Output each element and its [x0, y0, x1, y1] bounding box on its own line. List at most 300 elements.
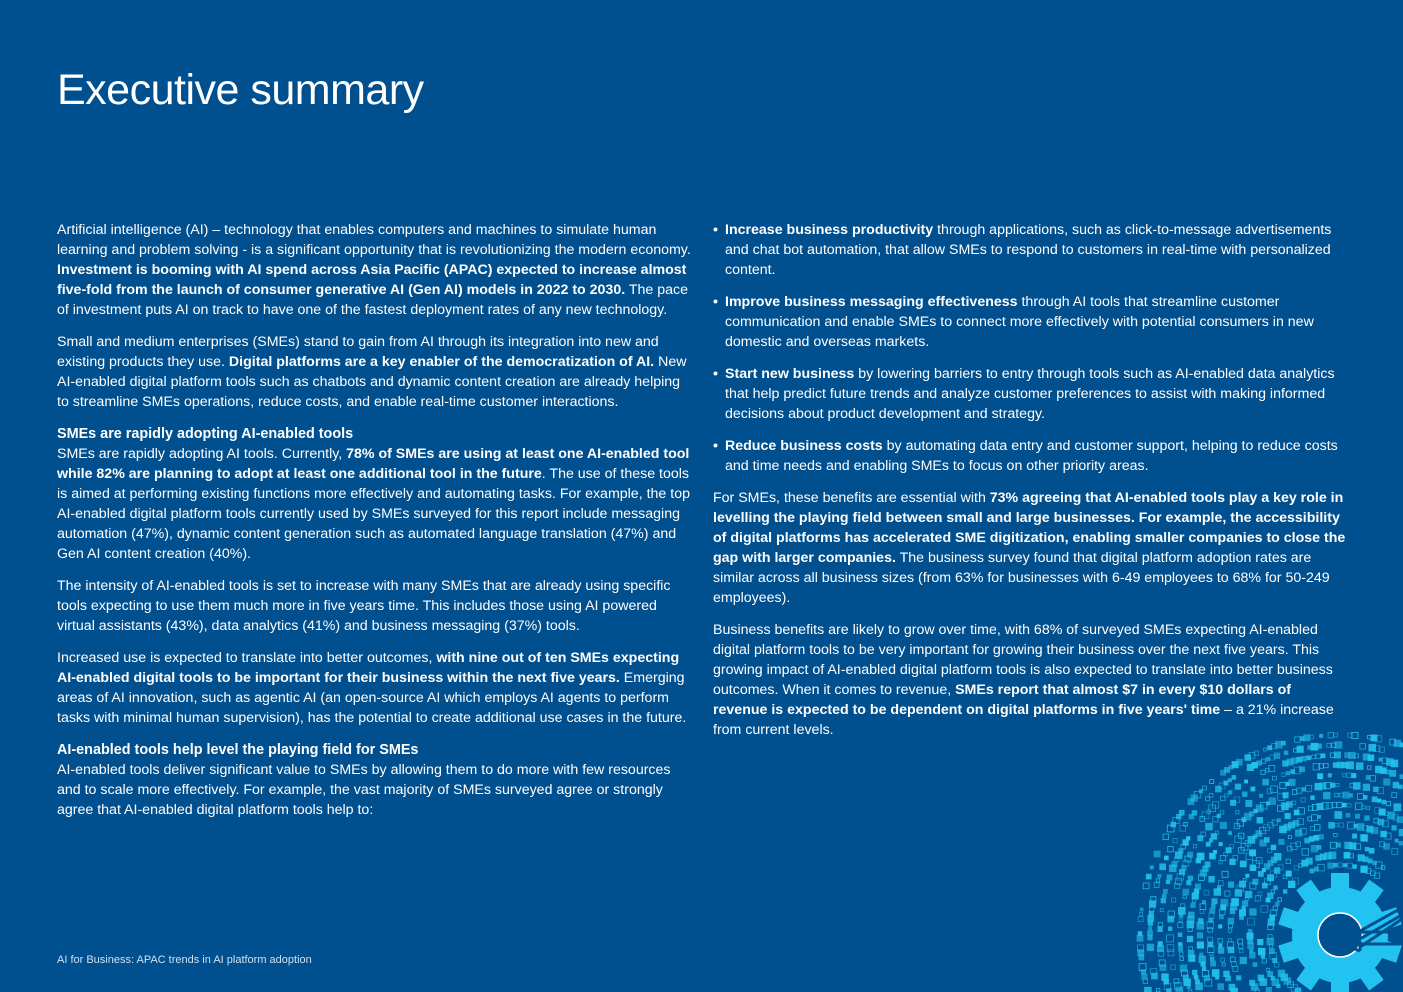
- pixel-block: [1204, 890, 1209, 895]
- pixel-block: [1235, 890, 1242, 897]
- pixel-block: [1178, 923, 1183, 928]
- pixel-block: [1228, 791, 1231, 794]
- pixel-block: [1280, 783, 1286, 789]
- pixel-block: [1321, 754, 1325, 758]
- pixel-block: [1381, 831, 1387, 837]
- pixel-block: [1314, 825, 1320, 831]
- pixel-block: [1228, 924, 1232, 928]
- pixel-block: [1228, 882, 1233, 887]
- pixel-block: [1277, 819, 1280, 822]
- pixel-block: [1279, 839, 1284, 844]
- pixel-block: [1269, 798, 1276, 805]
- pixel-block: [1390, 770, 1396, 776]
- pixel-block: [1178, 943, 1182, 947]
- pixel-block: [1283, 793, 1288, 798]
- pixel-block: [1335, 742, 1342, 749]
- pixel-block: [1324, 763, 1328, 767]
- pixel-block: [1274, 853, 1281, 860]
- pixel-block: [1334, 752, 1340, 758]
- pixel-block: [1249, 811, 1254, 816]
- pixel-block: [1274, 868, 1280, 874]
- pixel-block: [1232, 962, 1237, 967]
- pixel-block: [1399, 841, 1403, 845]
- pixel-block: [1143, 883, 1149, 889]
- intensity-paragraph: The intensity of AI-enabled tools is set to increase with many SMEs that are already using specific tools expecting to use them much more in five years time. This includes those using AI powered virtual assistants (43%), data analytics (41%) and business messaging (37%) tools.: [57, 578, 671, 634]
- pixel-block: [1171, 965, 1176, 970]
- pixel-block: [1228, 918, 1234, 924]
- benefit-list: [713, 220, 1348, 476]
- text-run: SMEs are rapidly adopting AI tools. Currently,: [57, 446, 347, 462]
- pixel-block: [1209, 913, 1214, 918]
- pixel-block: [1293, 820, 1299, 826]
- pixel-block: [1245, 891, 1252, 898]
- section-heading-adoption: SMEs are rapidly adopting AI-enabled tools: [57, 426, 354, 442]
- pixel-block: [1220, 822, 1226, 828]
- pixel-block: [1384, 844, 1390, 850]
- pixel-block: [1361, 835, 1368, 842]
- pixel-block: [1301, 798, 1305, 802]
- pixel-block: [1202, 967, 1205, 970]
- pixel-block: [1328, 863, 1334, 869]
- pixel-block: [1186, 837, 1189, 840]
- pixel-block: [1335, 823, 1338, 826]
- pixel-block: [1365, 816, 1370, 821]
- text-run: – a 21% increase from current levels.: [713, 702, 1334, 738]
- pixel-block: [1324, 792, 1331, 799]
- pixel-block: [1220, 796, 1225, 801]
- pixel-block: [1168, 916, 1174, 922]
- text-run: The pace of investment puts AI on track to have one of the fastest deployment rates of any new technology.: [57, 282, 688, 318]
- pixel-block: [1267, 789, 1272, 794]
- pixel-block: [1372, 797, 1377, 802]
- pixel-block: [1261, 759, 1265, 763]
- pixel-block: [1242, 901, 1247, 906]
- pixel-block: [1241, 843, 1248, 850]
- pixel-block: [1344, 852, 1350, 858]
- pixel-block: [1311, 845, 1318, 852]
- pixel-block: [1193, 970, 1198, 975]
- pixel-block: [1213, 850, 1216, 853]
- pixel-block: [1210, 953, 1213, 956]
- pixel-block: [1211, 904, 1215, 908]
- pixel-block: [1255, 896, 1260, 901]
- pixel-block: [1166, 880, 1170, 884]
- pixel-block: [1266, 987, 1271, 992]
- section-heading-playing-field: AI-enabled tools help level the playing field for SMEs: [57, 742, 419, 758]
- pixel-block: [1339, 823, 1343, 827]
- pixel-block: [1247, 933, 1253, 939]
- pixel-block: [1310, 869, 1314, 873]
- pixel-block: [1208, 942, 1213, 947]
- pixel-block: [1160, 909, 1163, 912]
- pixel-block: [1194, 975, 1198, 979]
- pixel-block: [1197, 942, 1203, 948]
- pixel-block: [1287, 802, 1293, 808]
- pixel-block: [1289, 779, 1295, 785]
- text-run: The business survey found that digital platform adoption rates are similar across all business sizes (from 63% for businesses with 6-49 employees to 68% for 50-249 employees).: [713, 550, 1330, 606]
- pixel-block: [1268, 746, 1272, 750]
- pixel-block: [1266, 757, 1270, 761]
- pixel-block: [1257, 817, 1263, 823]
- pixel-block: [1191, 903, 1196, 908]
- text-run: Artificial intelligence (AI) – technology that enables computers and machines to simulate human learning and problem solving - is a significant opportunity that is revolutionizing the modern economy.: [57, 222, 691, 258]
- pixel-block: [1138, 932, 1142, 936]
- pixel-block: [1145, 987, 1152, 992]
- pixel-block: [1138, 917, 1143, 922]
- pixel-block: [1219, 925, 1222, 928]
- bold-run: Increase business productivity: [725, 222, 934, 238]
- pixel-block: [1150, 866, 1153, 869]
- pixel-block: [1240, 861, 1246, 867]
- pixel-block: [1251, 787, 1255, 791]
- outcomes-paragraph: [57, 648, 691, 728]
- pixel-block: [1335, 793, 1339, 797]
- pixel-block: [1225, 891, 1230, 896]
- pixel-block: [1328, 733, 1333, 738]
- pixel-block: [1271, 845, 1276, 850]
- pixel-block: [1245, 780, 1248, 783]
- value-paragraph: AI-enabled tools deliver significant value to SMEs by allowing them to do more with few resources and to scale more effectively. For example, the vast majority of SMEs surveyed agree or strongly agree that AI-enabled digital platform tools help to:: [57, 762, 671, 818]
- pixel-block: [1239, 881, 1245, 887]
- pixel-block: [1147, 944, 1154, 951]
- pixel-block: [1156, 988, 1159, 991]
- pixel-block: [1250, 909, 1256, 915]
- pixel-block: [1183, 889, 1189, 895]
- pixel-block: [1292, 790, 1297, 795]
- pixel-block: [1240, 957, 1246, 963]
- pixel-block: [1297, 757, 1302, 762]
- pixel-block: [1371, 827, 1377, 833]
- pixel-block: [1276, 902, 1279, 905]
- pixel-block: [1273, 776, 1277, 780]
- pixel-block: [1172, 898, 1176, 902]
- bold-run: 78% of SMEs are using at least one AI-enabled tool while 82% are planning to adopt at least one additional tool in the future: [57, 446, 690, 482]
- pixel-block: [1236, 811, 1239, 814]
- pixel-block: [1222, 963, 1225, 966]
- pixel-block: [1285, 813, 1290, 818]
- pixel-block: [1328, 774, 1331, 777]
- pixel-block: [1168, 927, 1172, 931]
- pixel-block: [1347, 822, 1354, 829]
- pixel-block: [1353, 783, 1360, 790]
- pixel-block: [1183, 840, 1188, 845]
- pixel-block: [1282, 773, 1285, 776]
- pixel-block: [1221, 811, 1224, 814]
- pixel-block: [1294, 866, 1298, 870]
- pixel-block: [1368, 735, 1371, 738]
- intro-paragraph: [57, 220, 691, 320]
- pixel-block: [1156, 879, 1159, 882]
- pixel-block: [1206, 823, 1213, 830]
- pixel-block: [1392, 848, 1398, 854]
- pixel-block: [1233, 966, 1238, 971]
- pixel-block: [1283, 890, 1287, 894]
- pixel-block: [1228, 779, 1231, 782]
- pixel-block: [1314, 835, 1319, 840]
- pixel-block: [1162, 894, 1166, 898]
- pixel-block: [1319, 835, 1324, 840]
- pixel-block: [1349, 752, 1355, 758]
- pixel-block: [1173, 839, 1177, 843]
- pixel-block: [1281, 741, 1285, 745]
- list-item: [713, 364, 1348, 424]
- pixel-block: [1355, 814, 1359, 818]
- pixel-block: [1259, 794, 1262, 797]
- pixel-block: [1379, 758, 1382, 761]
- pixel-block: [1287, 846, 1292, 851]
- pixel-block: [1320, 783, 1326, 789]
- pixel-block: [1158, 874, 1161, 877]
- pixel-block: [1154, 851, 1160, 857]
- pixel-block: [1327, 743, 1331, 747]
- pixel-block: [1330, 842, 1336, 848]
- pixel-block: [1238, 944, 1243, 949]
- pixel-block: [1180, 957, 1184, 961]
- adoption-paragraph: [57, 444, 691, 564]
- pixel-block: [1149, 927, 1152, 930]
- text-run: through AI tools that streamline customer communication and enable SMEs to connect more effectively with potential consumers in new domestic and overseas markets.: [725, 294, 1314, 350]
- pixel-block: [1269, 949, 1274, 954]
- pixel-block: [1148, 921, 1152, 925]
- pixel-block: [1264, 838, 1269, 843]
- pixel-block: [1335, 812, 1342, 819]
- text-run: New AI-enabled digital platform tools such as chatbots and dynamic content creation are already helping to streamline SMEs operations, reduce costs, and enable real-time customer interactions.: [57, 354, 687, 410]
- pixel-block: [1179, 919, 1182, 922]
- pixel-block: [1312, 755, 1316, 759]
- pixel-block: [1369, 848, 1374, 853]
- pixel-block: [1158, 942, 1162, 946]
- pixel-block: [1334, 733, 1338, 737]
- pixel-block: [1286, 771, 1289, 774]
- pixel-block: [1248, 918, 1255, 925]
- pixel-block: [1292, 801, 1296, 805]
- pixel-block: [1237, 976, 1241, 980]
- pixel-block: [1368, 766, 1371, 769]
- pixel-block: [1235, 784, 1240, 789]
- pixel-block: [1183, 895, 1186, 898]
- pixel-block: [1137, 935, 1143, 941]
- pixel-block: [1278, 898, 1282, 902]
- pixel-block: [1148, 930, 1153, 935]
- pixel-block: [1163, 889, 1167, 893]
- pixel-block: [1358, 794, 1364, 800]
- pixel-block: [1343, 792, 1349, 798]
- pixel-block: [1342, 773, 1345, 776]
- pixel-block: [1140, 908, 1143, 911]
- pixel-block: [1154, 883, 1159, 888]
- pixel-block: [1336, 843, 1340, 847]
- pixel-block: [1304, 735, 1310, 741]
- pixel-block: [1224, 971, 1230, 977]
- list-item: [713, 436, 1348, 476]
- pixel-block: [1368, 859, 1372, 863]
- pixel-block: [1200, 910, 1204, 914]
- pixel-block: [1329, 852, 1336, 859]
- pixel-block: [1210, 780, 1214, 784]
- pixel-block: [1199, 790, 1202, 793]
- pixel-block: [1316, 754, 1321, 759]
- pixel-block: [1211, 961, 1216, 966]
- pixel-block: [1275, 963, 1279, 967]
- pixel-block: [1142, 974, 1147, 979]
- pixel-block: [1334, 833, 1337, 836]
- pixel-block: [1178, 933, 1182, 937]
- text-run: Increased use is expected to translate into better outcomes,: [57, 650, 437, 666]
- pixel-block: [1219, 842, 1222, 845]
- pixel-block: [1253, 963, 1257, 967]
- pixel-block: [1222, 871, 1228, 877]
- pixel-block: [1311, 827, 1315, 831]
- pixel-block: [1218, 881, 1223, 886]
- pixel-block: [1214, 889, 1221, 896]
- pixel-block: [1267, 938, 1274, 945]
- pixel-block: [1378, 799, 1381, 802]
- pixel-block: [1256, 805, 1263, 812]
- pixel-block: [1158, 922, 1162, 926]
- pixel-block: [1392, 826, 1396, 830]
- pixel-block: [1349, 794, 1352, 797]
- pixel-block: [1258, 948, 1265, 955]
- pixel-block: [1394, 804, 1401, 811]
- bold-run: Start new business: [725, 366, 855, 382]
- pixel-block: [1336, 783, 1339, 786]
- pixel-block: [1392, 793, 1397, 798]
- pixel-block: [1381, 768, 1387, 774]
- pixel-block: [1306, 785, 1312, 791]
- pixel-block: [1210, 853, 1216, 859]
- sme-paragraph: [57, 332, 691, 412]
- bold-run: Improve business messaging effectiveness: [725, 294, 1018, 310]
- pixel-block: [1203, 786, 1207, 790]
- pixel-block: [1232, 899, 1239, 906]
- pixel-block: [1218, 948, 1224, 954]
- pixel-block: [1311, 796, 1315, 800]
- pixel-block: [1356, 763, 1363, 770]
- pixel-block: [1245, 755, 1251, 761]
- pixel-block: [1393, 782, 1399, 788]
- pixel-block: [1295, 737, 1300, 742]
- pixel-block: [1229, 939, 1232, 942]
- pixel-block: [1189, 947, 1193, 951]
- pixel-block: [1330, 783, 1334, 787]
- pixel-block: [1148, 916, 1154, 922]
- pixel-block: [1352, 834, 1356, 838]
- pixel-block: [1268, 972, 1273, 977]
- pixel-block: [1347, 773, 1352, 778]
- pixel-block: [1391, 760, 1398, 767]
- pixel-block: [1250, 949, 1253, 952]
- pixel-block: [1329, 822, 1335, 828]
- pixel-block: [1366, 776, 1370, 780]
- pixel-block: [1208, 937, 1213, 942]
- pixel-block: [1143, 979, 1147, 983]
- pixel-block: [1302, 849, 1308, 855]
- pixel-block: [1148, 936, 1152, 940]
- pixel-block: [1262, 959, 1266, 963]
- text-run: by automating data entry and customer support, helping to reduce costs and time needs and enabling SMEs to focus on other priority areas.: [725, 438, 1338, 474]
- pixel-block: [1161, 898, 1166, 903]
- pixel-block: [1360, 744, 1365, 749]
- pixel-block: [1367, 807, 1370, 810]
- pixel-block: [1187, 936, 1193, 942]
- pixel-block: [1206, 842, 1210, 846]
- pixel-block: [1195, 980, 1199, 984]
- pixel-block: [1246, 800, 1252, 806]
- pixel-block: [1295, 830, 1302, 837]
- pixel-block: [1221, 899, 1228, 906]
- pixel-block: [1188, 852, 1193, 857]
- pixel-block: [1239, 910, 1245, 916]
- pixel-block: [1257, 761, 1262, 766]
- pixel-block: [1199, 956, 1206, 963]
- pixel-block: [1232, 775, 1236, 779]
- pixel-block: [1305, 838, 1310, 843]
- pixel-block: [1163, 834, 1169, 840]
- pixel-block: [1284, 751, 1288, 755]
- text-run: Business benefits are likely to grow over time, with 68% of surveyed SMEs expecting AI-enabled digital platform tools to be very important for growing their business over the next five years. This growing impact of AI-enabled digital platform tools is also expected to translate into better business outcomes. When it comes to revenue,: [713, 622, 1333, 698]
- pixel-block: [1217, 814, 1220, 817]
- pixel-block: [1363, 784, 1369, 790]
- pixel-block: [1160, 864, 1166, 870]
- pixel-block: [1218, 984, 1224, 990]
- pixel-block: [1317, 846, 1321, 850]
- bold-run: Reduce business costs: [725, 438, 883, 454]
- pixel-block: [1274, 753, 1280, 759]
- pixel-block: [1306, 858, 1312, 864]
- pixel-block: [1157, 946, 1163, 952]
- list-item: [713, 292, 1348, 352]
- pixel-block: [1288, 835, 1291, 838]
- pixel-block: [1195, 884, 1200, 889]
- pixel-block: [1355, 803, 1362, 810]
- pixel-block: [1337, 802, 1342, 807]
- pixel-block: [1379, 809, 1385, 815]
- pixel-block: [1209, 876, 1215, 882]
- pixel-block: [1218, 939, 1222, 943]
- pixel-block: [1235, 836, 1241, 842]
- pixel-block: [1317, 744, 1321, 748]
- pixel-block: [1309, 837, 1314, 842]
- pixel-block: [1397, 817, 1403, 823]
- pixel-block: [1370, 776, 1376, 782]
- pixel-block: [1258, 975, 1264, 981]
- pixel-block: [1253, 879, 1258, 884]
- pixel-block: [1158, 927, 1162, 931]
- pixel-block: [1395, 839, 1398, 842]
- pixel-block: [1347, 863, 1352, 868]
- pixel-block: [1200, 904, 1206, 910]
- pixel-block: [1338, 863, 1342, 867]
- text-run: . The use of these tools is aimed at performing existing functions more effectively and automating tasks. For example, the top AI-enabled digital platform tools currently used by SMEs surveyed for this report include messaging automation (47%), dynamic content generation such as automated language translation (47%) and Gen AI content creation (40%).: [57, 466, 690, 562]
- pixel-block: [1317, 803, 1323, 809]
- pixel-block: [1188, 912, 1194, 918]
- pixel-block: [1205, 862, 1210, 867]
- bold-run: Digital platforms are a key enabler of the democratization of AI.: [228, 354, 655, 370]
- pixel-block: [1219, 944, 1222, 947]
- pixel-block: [1261, 770, 1265, 774]
- pixel-block: [1261, 905, 1268, 912]
- pixel-block: [1388, 812, 1395, 819]
- pixel-block: [1167, 875, 1172, 880]
- pixel-block: [1179, 952, 1183, 956]
- pixel-block: [1318, 774, 1323, 779]
- pixel-block: [1320, 734, 1323, 737]
- pixel-block: [1197, 933, 1202, 938]
- pixel-block: [1200, 953, 1203, 956]
- pixel-block: [1300, 767, 1305, 772]
- pixel-block: [1382, 800, 1386, 804]
- pixel-block: [1217, 886, 1220, 889]
